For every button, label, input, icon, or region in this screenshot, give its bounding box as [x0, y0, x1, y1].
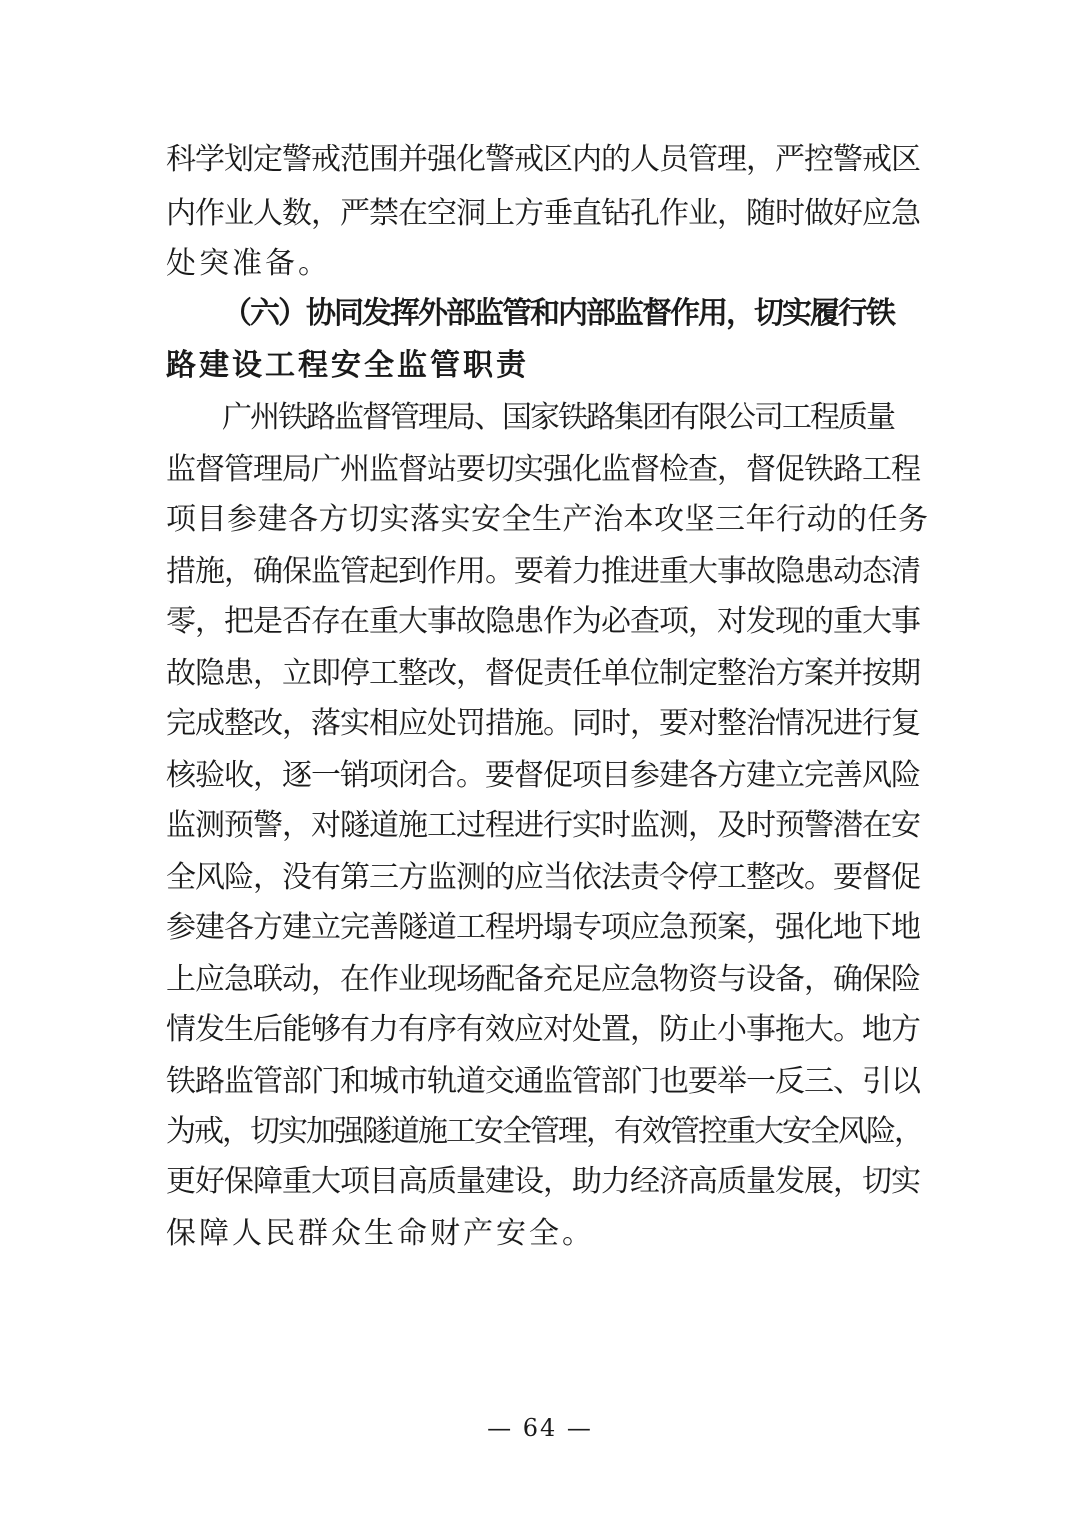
text-line: 项目参建各方切实落实安全生产治本攻坚三年行动的任务: [166, 502, 929, 537]
text-line: 上应急联动，在作业现场配备充足应急物资与设备，确保险: [166, 962, 920, 997]
text-line: 零，把是否存在重大事故隐患作为必查项，对发现的重大事: [166, 604, 920, 639]
text-line: 参建各方建立完善隧道工程坍塌专项应急预案，强化地下地: [166, 910, 920, 945]
text-line: 监测预警，对隧道施工过程进行实时监测，及时预警潜在安: [166, 808, 920, 843]
text-line: 保障人民群众生命财产安全。: [166, 1216, 595, 1251]
text-line: 核验收，逐一销项闭合。要督促项目参建各方建立完善风险: [166, 758, 920, 793]
text-line: 铁路监管部门和城市轨道交通监管部门也要举一反三、引以: [166, 1064, 920, 1099]
text-line: 内作业人数，严禁在空洞上方垂直钻孔作业，随时做好应急: [166, 196, 920, 231]
text-line: 为戒，切实加强隧道施工安全管理，有效管控重大安全风险，: [166, 1114, 922, 1149]
text-line: 更好保障重大项目高质量建设，助力经济高质量发展，切实: [166, 1164, 920, 1199]
page-number: — 64 —: [487, 1414, 593, 1442]
text-line: 全风险，没有第三方监测的应当依法责令停工整改。要督促: [166, 860, 920, 895]
text-line: 完成整改，落实相应处罚措施。同时，要对整治情况进行复: [166, 706, 920, 741]
text-line: 处突准备。: [166, 246, 331, 281]
text-line: 情发生后能够有力有序有效应对处置，防止小事拖大。地方: [166, 1012, 920, 1047]
text-line: 广州铁路监督管理局、国家铁路集团有限公司工程质量: [222, 400, 894, 435]
text-line: 监督管理局广州监督站要切实强化监督检查，督促铁路工程: [166, 452, 920, 487]
section-heading-line: 路建设工程安全监管职责: [166, 348, 529, 383]
section-heading-line: （六）协同发挥外部监管和内部监督作用，切实履行铁: [222, 296, 894, 331]
text-line: 科学划定警戒范围并强化警戒区内的人员管理，严控警戒区: [166, 142, 920, 177]
text-line: 措施，确保监管起到作用。要着力推进重大事故隐患动态清: [166, 554, 920, 589]
text-line: 故隐患，立即停工整改，督促责任单位制定整治方案并按期: [166, 656, 920, 691]
